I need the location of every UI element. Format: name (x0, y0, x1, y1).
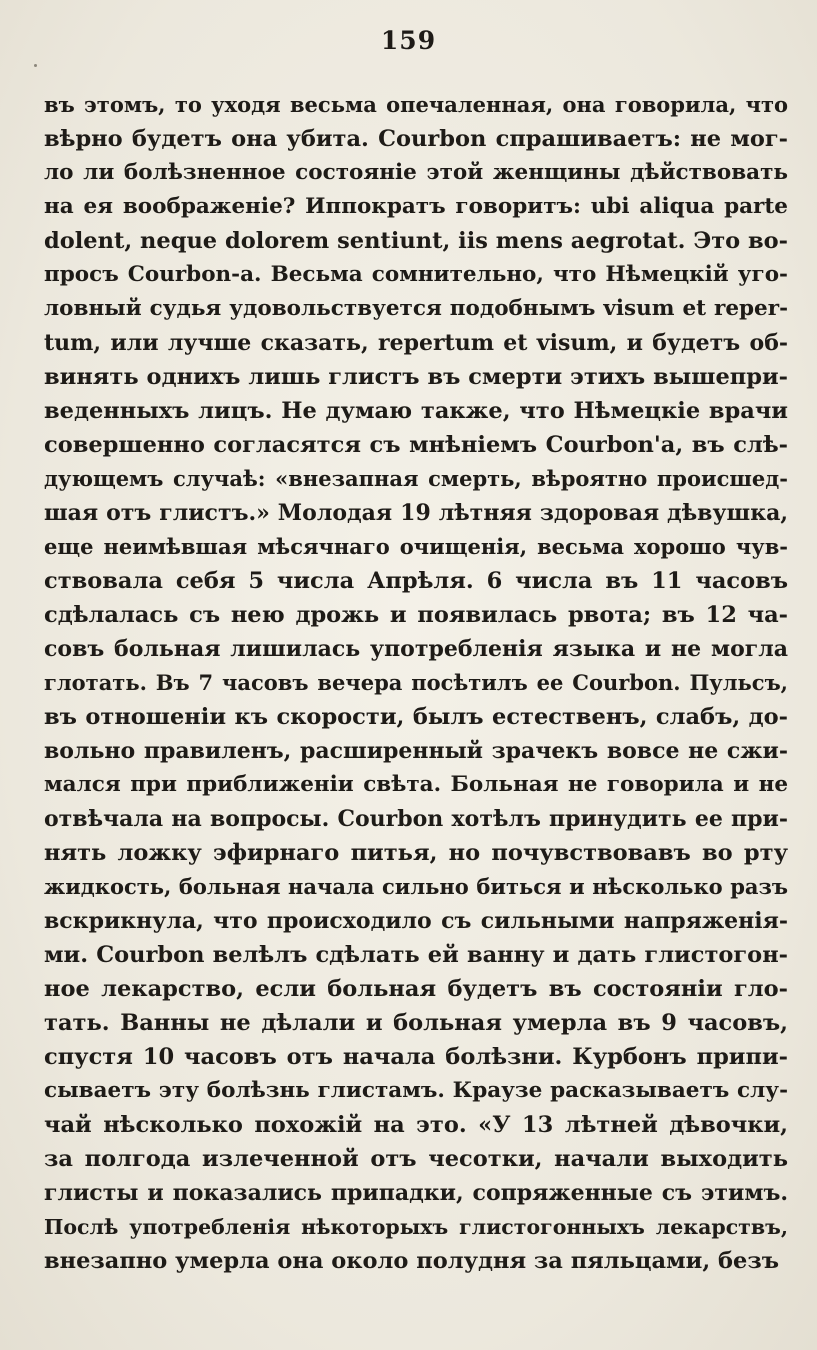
text-line: ное лекарство, если больная будетъ въ состояніи гло- (44, 976, 788, 1002)
page-speck (34, 64, 37, 67)
text-line: дующемъ случаѣ: «внезапная смерть, вѣроятно происшед- (44, 466, 788, 491)
text-line: вольно правиленъ, расширенный зрачекъ вовсе не сжи- (44, 738, 788, 764)
text-line: глисты и показались припадки, сопряженные съ этимъ. (44, 1180, 788, 1206)
text-line: ловный судья удовольствуется подобнымъ visum et reper- (44, 296, 788, 321)
text-line: веденныхъ лицъ. Не думаю также, что Нѣмецкіе врачи (44, 398, 788, 424)
text-line: отвѣчала на вопросы. Courbon хотѣлъ принудить ее при- (44, 806, 788, 832)
text-line: ствовала себя 5 числа Апрѣля. 6 числа въ 11 часовъ (44, 568, 788, 594)
text-line: шая отъ глистъ.» Молодая 19 лѣтняя здоровая дѣвушка, (44, 500, 788, 526)
text-line: совъ больная лишилась употребленія языка и не могла (44, 636, 788, 662)
text-line: сываетъ эту болѣзнь глистамъ. Краузе расказываетъ слу- (44, 1078, 788, 1103)
text-line: просъ Courbon-а. Весьма сомнительно, что Нѣмецкій уго- (44, 262, 788, 287)
text-line: чай нѣсколько похожій на это. «У 13 лѣтней дѣвочки, (44, 1112, 788, 1138)
text-line: ми. Courbon велѣлъ сдѣлать ей ванну и дать глистогон- (44, 942, 788, 968)
text-line: вѣрно будетъ она убита. Courbon спрашиваетъ: не мог- (44, 126, 788, 152)
text-line: за полгода излеченной отъ чесотки, начали выходить (44, 1146, 788, 1172)
text-line: сдѣлалась съ нею дрожь и появилась рвота; въ 12 ча- (44, 602, 788, 628)
text-line: винять однихъ лишь глистъ въ смерти этихъ вышепри- (44, 364, 788, 390)
text-line: жидкость, больная начала сильно биться и нѣсколько разъ (44, 874, 788, 899)
text-line: мался при приближеніи свѣта. Больная не говорила и не (44, 772, 788, 797)
text-line: вскрикнула, что происходило съ сильными напряженія- (44, 908, 788, 934)
text-line: еще неимѣвшая мѣсячнаго очищенія, весьма хорошо чув- (44, 534, 788, 559)
text-line: на ея воображеніе? Иппократъ говоритъ: ubi aliqua parte (44, 194, 788, 219)
text-line: спустя 10 часовъ отъ начала болѣзни. Курбонъ припи- (44, 1044, 788, 1070)
text-line: тать. Ванны не дѣлали и больная умерла въ 9 часовъ, (44, 1010, 788, 1036)
text-line: Послѣ употребленія нѣкоторыхъ глистогонныхъ лекарствъ, (44, 1215, 788, 1239)
text-line: совершенно согласятся съ мнѣніемъ Courbon'а, въ слѣ- (44, 432, 788, 458)
text-line: нять ложку эфирнаго питья, но почувствовавъ во рту (44, 840, 788, 866)
body-text (44, 88, 788, 1278)
text-line: въ отношеніи къ скорости, былъ естественъ, слабъ, до- (44, 704, 788, 730)
text-line: dolent, neque dolorem sentiunt, iis mens aegrotat. Это во- (44, 228, 788, 254)
text-line: глотать. Въ 7 часовъ вечера посѣтилъ ее Courbon. Пульсъ, (44, 670, 788, 695)
page-number: 159 (380, 26, 437, 55)
text-line: внезапно умерла она около полудня за пяльцами, безъ (44, 1248, 779, 1274)
text-line: въ этомъ, то уходя весьма опечаленная, она говорила, что (44, 92, 788, 117)
text-line: tum, или лучше сказать, repertum et visum, и будетъ об- (44, 330, 788, 356)
text-line: ло ли болѣзненное состояніе этой женщины дѣйствовать (44, 160, 788, 185)
